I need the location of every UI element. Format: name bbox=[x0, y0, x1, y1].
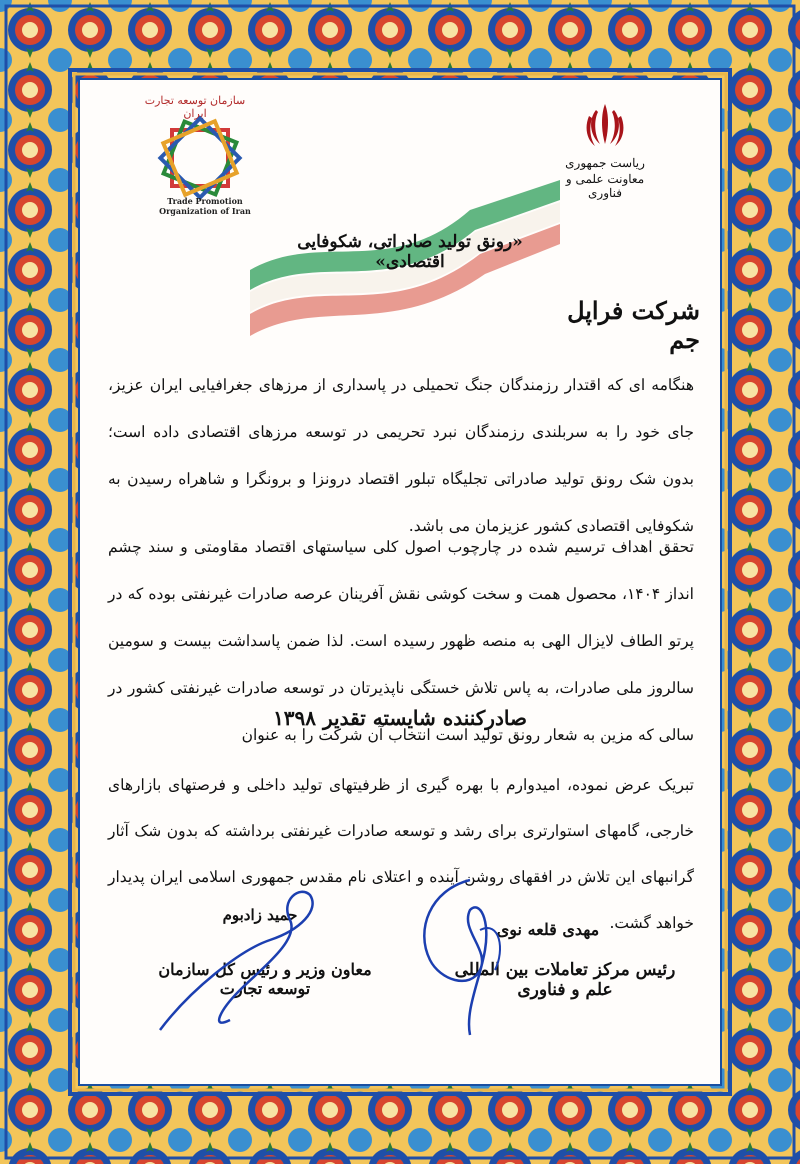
right-handwritten-signature bbox=[410, 870, 530, 1040]
trade-org-name-en: Trade Promotion Organization of Iran bbox=[159, 196, 251, 216]
left-handwritten-signature bbox=[150, 880, 350, 1040]
presidency-line2: معاونت علمی و فناوری bbox=[565, 172, 645, 200]
slogan: «رونق تولید صادراتی، شکوفایی اقتصادی» bbox=[297, 232, 523, 272]
right-signatory-title: رئیس مرکز تعاملات بین المللی علم و فناوری bbox=[454, 960, 676, 1000]
body-paragraph-2: تحقق اهداف ترسیم شده در چارچوب اصول کلی سیاستهای اقتصاد مقاومتی و سند چشم انداز ۱۴۰۴، محصول همت و سخت کوشی نقش آفرینان عرصه صادرات غیرنفتی بوده که در پرتو الطاف لایزال الهی به منصه ظهور رسیده است. لذا ضمن پاسداشت بیست و سومین سالروز ملی صادرات، به پاس تلاش خستگی ناپذیرتان در توسعه صادرات غیرنفتی کشور در سالی که مزین به شعار رونق تولید است انتخاب آن شرکت را به عنوان bbox=[108, 538, 694, 744]
right-signatory-name: مهدی قلعه نوی bbox=[496, 920, 600, 939]
trade-promotion-logo bbox=[140, 100, 260, 210]
presidency-line1: ریاست جمهوری bbox=[565, 156, 645, 170]
trade-org-name-fa: سازمان توسعه تجارت ایران bbox=[144, 94, 246, 120]
recipient-company: شرکت فراپل جم bbox=[567, 296, 700, 354]
body-paragraph-3: تبریک عرض نموده، امیدوارم با بهره گیری از ظرفیتهای تولید داخلی و فرصتهای بازارهای خارجی، گامهای استوارتری برای رشد و توسعه صادرات غیرنفتی برداشته که بدون شک آثار گرانبهای این تلاش در افقهای روشن آینده و اعتلای نام مقدس جمهوری اسلامی ایران پدیدار خواهد گشت. bbox=[108, 776, 694, 932]
left-signatory-name: حمید زادبوم bbox=[222, 906, 298, 924]
body-paragraph-1: هنگامه ای که اقتدار رزمندگان جنگ تحمیلی در پاسداری از مرزهای جغرافیایی ایران عزیز، جای خود را به سربلندی رزمندگان نبرد تحریمی در توسعه مرزهای اقتصادی داده است؛ بدون شک رونق تولید صادراتی تجلیگاه تبلور اقتصاد درونزا و برونگرا و شاهراه رسیدن به شکوفایی اقتصادی کشور عزیزمان می باشد. bbox=[108, 376, 694, 535]
presidency-block bbox=[560, 100, 650, 200]
iran-emblem-icon bbox=[584, 100, 626, 150]
left-signatory-title: معاون وزیر و رئیس کل سازمان توسعه تجارت bbox=[158, 960, 372, 998]
award-title: صادرکننده شایسته تقدیر ۱۳۹۸ bbox=[273, 706, 527, 730]
